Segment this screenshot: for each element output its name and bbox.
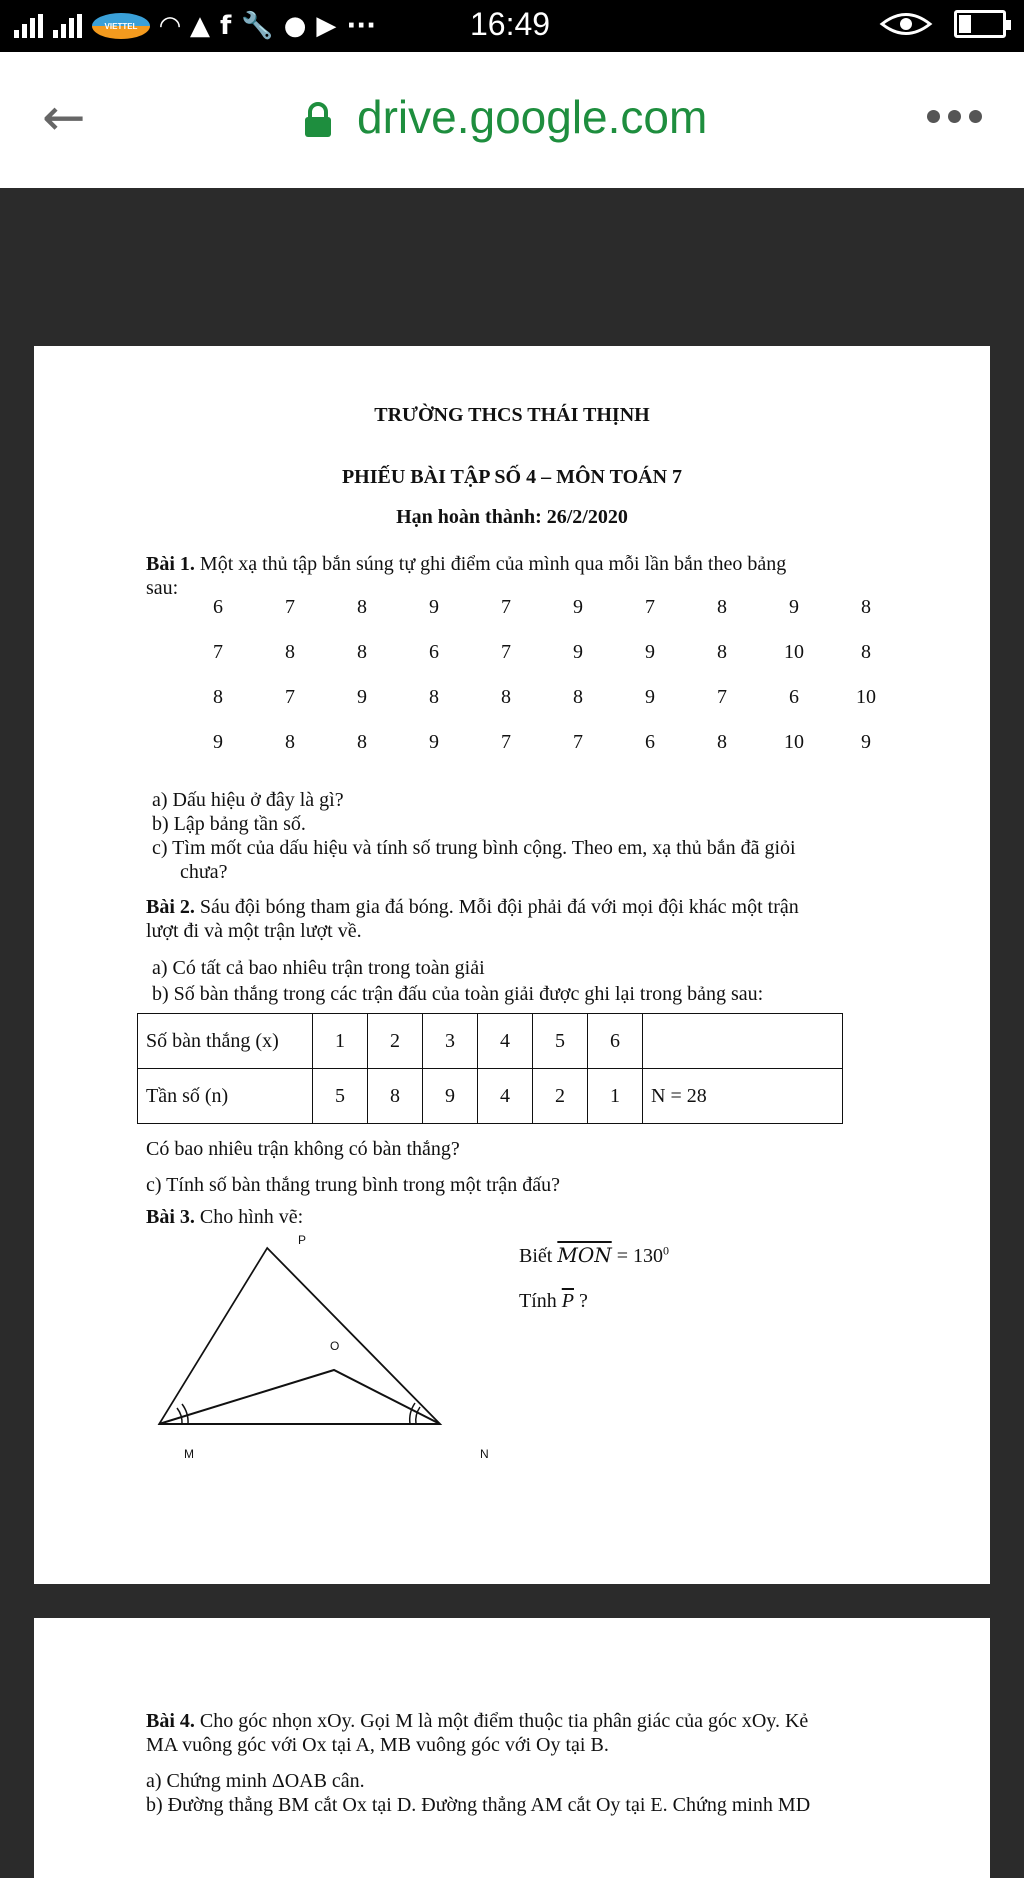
score-cell: 7: [285, 596, 295, 618]
clock: 16:49: [470, 6, 551, 42]
score-cell: 8: [357, 731, 367, 753]
score-cell: 9: [789, 596, 799, 618]
bai3-text: Cho hình vẽ:: [199, 1206, 304, 1228]
vertex-label-m: M: [184, 1447, 194, 1461]
score-cell: 9: [357, 686, 367, 708]
score-cell: 10: [784, 731, 804, 753]
school-name: TRƯỜNG THCS THÁI THỊNH: [374, 404, 650, 426]
bai4-question-b: b) Đường thẳng BM cắt Ox tại D. Đường thẳng AM cắt Oy tại E. Chứng minh MD: [146, 1794, 811, 1816]
eye-icon: [878, 9, 934, 39]
vertex-label-p: P: [298, 1233, 307, 1247]
score-cell: 10: [856, 686, 876, 708]
messenger-icon: ●: [283, 11, 307, 41]
score-cell: 10: [784, 641, 804, 663]
score-cell: 9: [861, 731, 871, 753]
score-cell: 7: [285, 686, 295, 708]
bai1-text: Một xạ thủ tập bắn súng tự ghi điểm của mình qua mỗi lần bắn theo bảng: [199, 553, 787, 575]
table-row: [138, 1014, 843, 1069]
table-cell: 4: [478, 1069, 533, 1124]
bai3-label: Bài 3.: [146, 1206, 195, 1228]
bai2-text-cont: lượt đi và một trận lượt về.: [146, 920, 362, 942]
table-cell: Tần số (n): [138, 1069, 313, 1124]
score-cell: 9: [573, 641, 583, 663]
bai1-label: Bài 1.: [146, 553, 195, 575]
table-cell: N = 28: [643, 1069, 843, 1124]
score-cell: 9: [429, 596, 439, 618]
signal-icon-2: [53, 14, 82, 38]
lock-icon: [303, 102, 333, 138]
score-cell: 7: [573, 731, 583, 753]
document-page-1[interactable]: [34, 346, 990, 1584]
score-cell: 9: [645, 641, 655, 663]
more-notifications-icon: ···: [346, 11, 377, 41]
bai1-question-c-cont: chưa?: [180, 861, 228, 883]
score-row: [182, 641, 902, 686]
table-cell: 3: [423, 1014, 478, 1069]
score-cell: 9: [645, 686, 655, 708]
bai2-text: Sáu đội bóng tham gia đá bóng. Mỗi đội phải đá với mọi đội khác một trận: [199, 896, 799, 918]
score-cell: 6: [429, 641, 439, 663]
facebook-icon: f: [220, 11, 232, 41]
angle-p: $\overline{P}$: [561, 1290, 574, 1312]
score-row: [182, 731, 902, 776]
browser-url-bar: [0, 52, 1024, 188]
table-cell: 1: [588, 1069, 643, 1124]
table-cell: 2: [533, 1069, 588, 1124]
score-cell: 9: [429, 731, 439, 753]
score-cell: 8: [357, 596, 367, 618]
wrench-icon: 🔧: [241, 11, 274, 41]
score-cell: 9: [573, 596, 583, 618]
table-row: [138, 1069, 843, 1124]
bai3-ask-label: Tính: [519, 1290, 557, 1312]
signal-icon: [14, 14, 43, 38]
goals-frequency-table: [137, 1013, 843, 1124]
score-cell: 7: [501, 641, 511, 663]
table-cell: 1: [313, 1014, 368, 1069]
score-cell: 8: [429, 686, 439, 708]
score-cell: 6: [789, 686, 799, 708]
score-cell: 8: [717, 731, 727, 753]
deadline: Hạn hoàn thành: 26/2/2020: [396, 506, 628, 528]
score-cell: 8: [717, 641, 727, 663]
score-row: [182, 596, 902, 641]
bai4-question-a: a) Chứng minh ΔOAB cân.: [146, 1770, 365, 1792]
score-cell: 8: [285, 731, 295, 753]
table-cell: [643, 1014, 843, 1069]
score-cell: 7: [501, 731, 511, 753]
document-page-2[interactable]: [34, 1618, 990, 1878]
youtube-icon: ▶: [316, 11, 337, 41]
angle-mon: $\overline{MON}$: [557, 1243, 612, 1267]
table-cell: 9: [423, 1069, 478, 1124]
score-cell: 8: [357, 641, 367, 663]
score-cell: 8: [285, 641, 295, 663]
bai2-question-b: b) Số bàn thắng trong các trận đấu của toàn giải được ghi lại trong bảng sau:: [152, 983, 764, 1005]
score-cell: 7: [645, 596, 655, 618]
bai2-label: Bài 2.: [146, 896, 195, 918]
battery-icon: [954, 10, 1006, 38]
bai2-question-a: a) Có tất cả bao nhiêu trận trong toàn giải: [152, 957, 485, 979]
table-cell: 6: [588, 1014, 643, 1069]
score-cell: 8: [213, 686, 223, 708]
score-cell: 6: [645, 731, 655, 753]
bai2-question-no-goals: Có bao nhiêu trận không có bàn thắng?: [146, 1138, 460, 1160]
score-cell: 7: [213, 641, 223, 663]
score-cell: 6: [213, 596, 223, 618]
score-cell: 8: [861, 641, 871, 663]
bai3-given-label: Biết: [519, 1245, 553, 1267]
table-cell: 4: [478, 1014, 533, 1069]
bai1-text-cont: sau:: [146, 577, 179, 599]
status-bar: [0, 0, 1024, 52]
table-cell: 5: [533, 1014, 588, 1069]
bai1-question-b: b) Lập bảng tần số.: [152, 813, 306, 835]
score-cell: 9: [213, 731, 223, 753]
carrier-logo: VIETTEL: [92, 13, 150, 39]
bai4-text-cont: MA vuông góc với Ox tại A, MB vuông góc với Oy tại B.: [146, 1734, 609, 1756]
vertex-label-n: N: [480, 1447, 489, 1461]
table-cell: 2: [368, 1014, 423, 1069]
bai1-question-c: c) Tìm mốt của dấu hiệu và tính số trung bình cộng. Theo em, xạ thủ bắn đã giỏi: [152, 837, 796, 859]
ask-mark: ?: [574, 1290, 588, 1312]
table-cell: Số bàn thắng (x): [138, 1014, 313, 1069]
worksheet-title: PHIẾU BÀI TẬP SỐ 4 – MÔN TOÁN 7: [341, 466, 683, 488]
warning-icon: ▲: [190, 11, 210, 41]
vertex-label-o: O: [330, 1339, 340, 1353]
more-options-icon[interactable]: [927, 110, 982, 123]
score-grid: [182, 596, 902, 776]
wifi-icon: ◠: [160, 11, 180, 41]
url-text[interactable]: drive.google.com: [357, 91, 708, 143]
score-cell: 8: [501, 686, 511, 708]
score-cell: 7: [501, 596, 511, 618]
angle-value: = 130: [616, 1245, 663, 1267]
degree-sup: 0: [663, 1243, 669, 1258]
back-arrow-icon[interactable]: ←: [42, 88, 86, 148]
score-cell: 7: [717, 686, 727, 708]
score-cell: 8: [717, 596, 727, 618]
score-cell: 8: [861, 596, 871, 618]
score-row: [182, 686, 902, 731]
table-cell: 8: [368, 1069, 423, 1124]
bai1-question-a: a) Dấu hiệu ở đây là gì?: [152, 789, 344, 811]
bai4-label: Bài 4.: [146, 1710, 195, 1732]
bai4-text: Cho góc nhọn xOy. Gọi M là một điểm thuộc tia phân giác của góc xOy. Kẻ: [199, 1710, 809, 1732]
bai2-question-c: c) Tính số bàn thắng trung bình trong một trận đấu?: [146, 1174, 560, 1196]
table-cell: 5: [313, 1069, 368, 1124]
triangle-figure: [144, 1233, 489, 1466]
score-cell: 8: [573, 686, 583, 708]
